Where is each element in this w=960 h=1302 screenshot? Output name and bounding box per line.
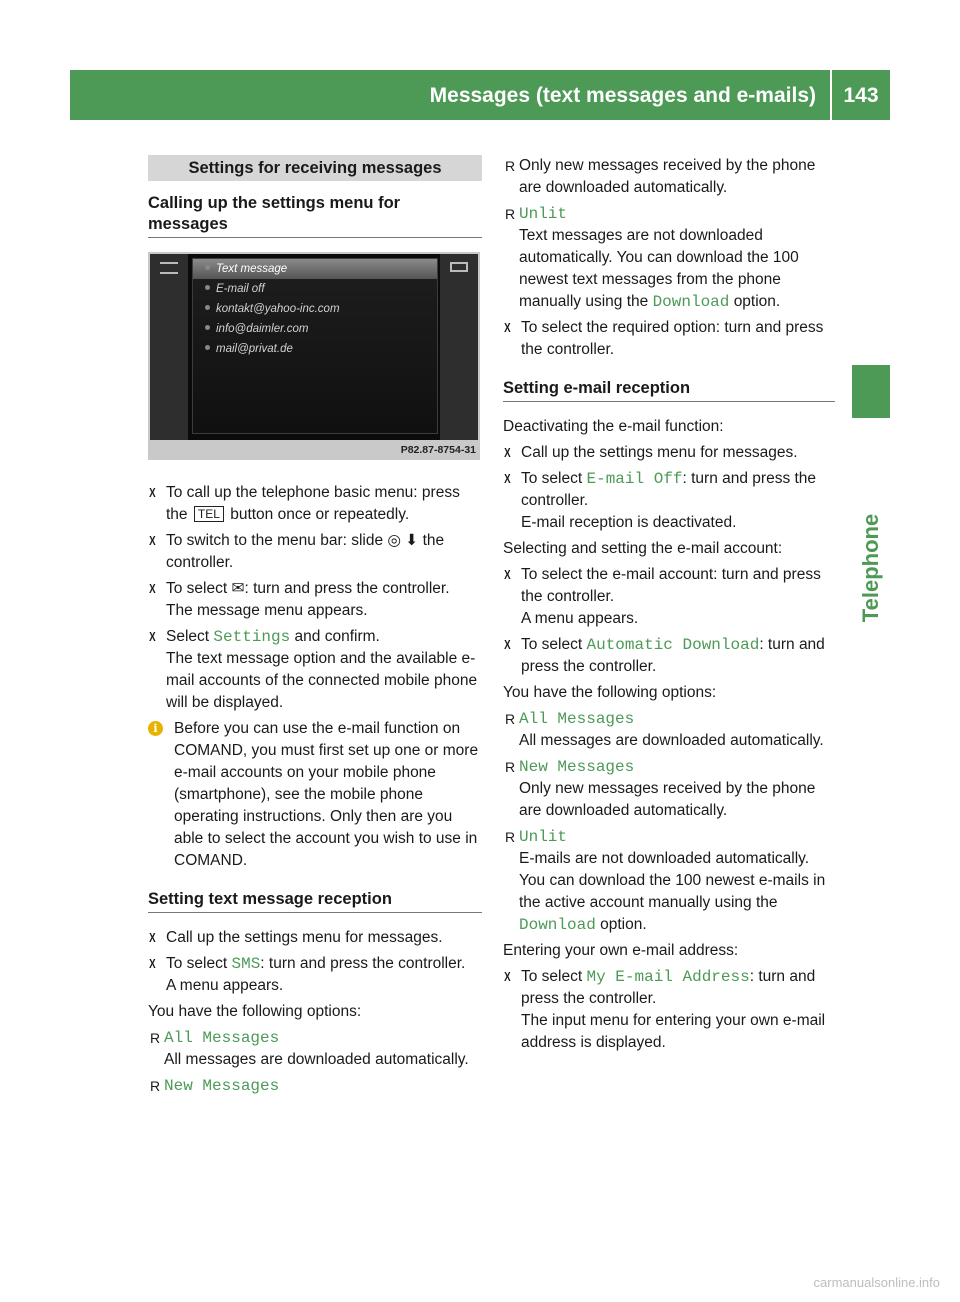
page-header: [70, 70, 890, 120]
menu-term: E-mail Off: [586, 470, 683, 488]
menu-term: Automatic Download: [586, 636, 760, 654]
comand-screenshot: [148, 252, 480, 460]
option: R Unlit E-mails are not downloaded automatically. You can download the 100 newest e-mails in the active account manually using the Download option.: [503, 826, 835, 936]
step: X To select E-mail Off: turn and press the controller. E-mail reception is deactivated.: [503, 468, 835, 534]
option-name: R Unlit: [519, 828, 568, 846]
step: X To select the required option: turn and press the controller.: [503, 317, 835, 361]
right-column: [503, 155, 835, 1058]
image-code: P82.87-8754-31: [400, 444, 476, 456]
watermark: carmanualsonline.info: [813, 1275, 940, 1290]
step: X Select Settings and confirm. The text message option and the available e-mail accounts of the connected mobile phone will be displayed.: [148, 626, 482, 714]
controller-slide-icon: ◎ ⬇: [387, 532, 419, 549]
screen-menu-list: [192, 258, 438, 434]
option: R All Messages All messages are downloaded automatically.: [503, 708, 835, 752]
screen-menu-item: E-mail off: [193, 279, 437, 299]
option-name: R All Messages: [164, 1029, 280, 1047]
tel-key-icon: TEL: [194, 506, 224, 522]
envelope-icon: ✉: [231, 580, 245, 597]
back-icon: [160, 262, 178, 274]
header-title: Messages (text messages and e-mails): [429, 84, 816, 107]
option-name: R New Messages: [519, 758, 635, 776]
step: X To select My E-mail Address: turn and press the controller. The input menu for entering your own e-mail address is displayed.: [503, 966, 835, 1054]
section-banner: Settings for receiving messages: [148, 155, 482, 181]
step: X To select the e-mail account: turn and press the controller. A menu appears.: [503, 564, 835, 630]
paragraph: Selecting and setting the e-mail account:: [503, 540, 783, 557]
menu-term: Download: [519, 916, 596, 934]
step: X To select SMS: turn and press the controller. A menu appears.: [148, 953, 482, 997]
step: X Call up the settings menu for messages.: [148, 927, 482, 949]
menu-term: SMS: [231, 955, 261, 973]
options-intro: You have the following options:: [148, 1003, 362, 1020]
screen-menu-item: kontakt@yahoo-inc.com: [193, 299, 437, 319]
heading-email-reception: Setting e-mail reception: [503, 378, 835, 402]
step: X To switch to the menu bar: slide ◎ ⬇ the controller.: [148, 530, 482, 574]
grid-icon: [450, 262, 468, 272]
info-icon: i: [148, 721, 163, 736]
left-column: [148, 155, 482, 1101]
heading-text-reception: Setting text message reception: [148, 889, 482, 913]
option: R All Messages All messages are downloaded automatically.: [148, 1027, 482, 1071]
screen-menu-item: mail@privat.de: [193, 339, 437, 359]
option-name: R Unlit: [519, 205, 568, 223]
chapter-label: Telephone: [858, 513, 884, 623]
step: X To call up the telephone basic menu: press the TEL button once or repeatedly.: [148, 482, 482, 526]
menu-term: Settings: [213, 628, 291, 646]
step: X Call up the settings menu for messages.: [503, 442, 835, 464]
option: R Unlit Text messages are not downloaded automatically. You can download the 100 newest text messages from the phone manually using the Download option.: [503, 203, 835, 313]
menu-term: My E-mail Address: [586, 968, 750, 986]
paragraph: Entering your own e-mail address:: [503, 942, 739, 959]
step: X To select Automatic Download: turn and press the controller.: [503, 634, 835, 678]
option: [148, 1075, 482, 1097]
option-continued: R Only new messages received by the phone are downloaded automatically.: [503, 155, 835, 199]
menu-term: Download: [652, 293, 730, 311]
option-name: R New Messages: [164, 1077, 280, 1095]
info-note: i Before you can use the e-mail function on COMAND, you must first set up one or more e-mail accounts on your mobile phone (smartphone), see the mobile phone operating instructions. Only then are you able to select the account you wish to use in COMAND.: [148, 718, 482, 872]
screen-menu-item: Text message: [193, 259, 437, 279]
chapter-tab: [852, 365, 890, 418]
page-number: 143: [843, 84, 879, 107]
option-name: R All Messages: [519, 710, 635, 728]
paragraph: Deactivating the e-mail function:: [503, 418, 724, 435]
heading-settings-menu: Calling up the settings menu for messages: [148, 193, 482, 238]
step: X To select ✉: turn and press the controller. The message menu appears.: [148, 578, 482, 622]
options-intro: You have the following options:: [503, 684, 717, 701]
option: R New Messages Only new messages received by the phone are downloaded automatically.: [503, 756, 835, 822]
screen-menu-item: info@daimler.com: [193, 319, 437, 339]
